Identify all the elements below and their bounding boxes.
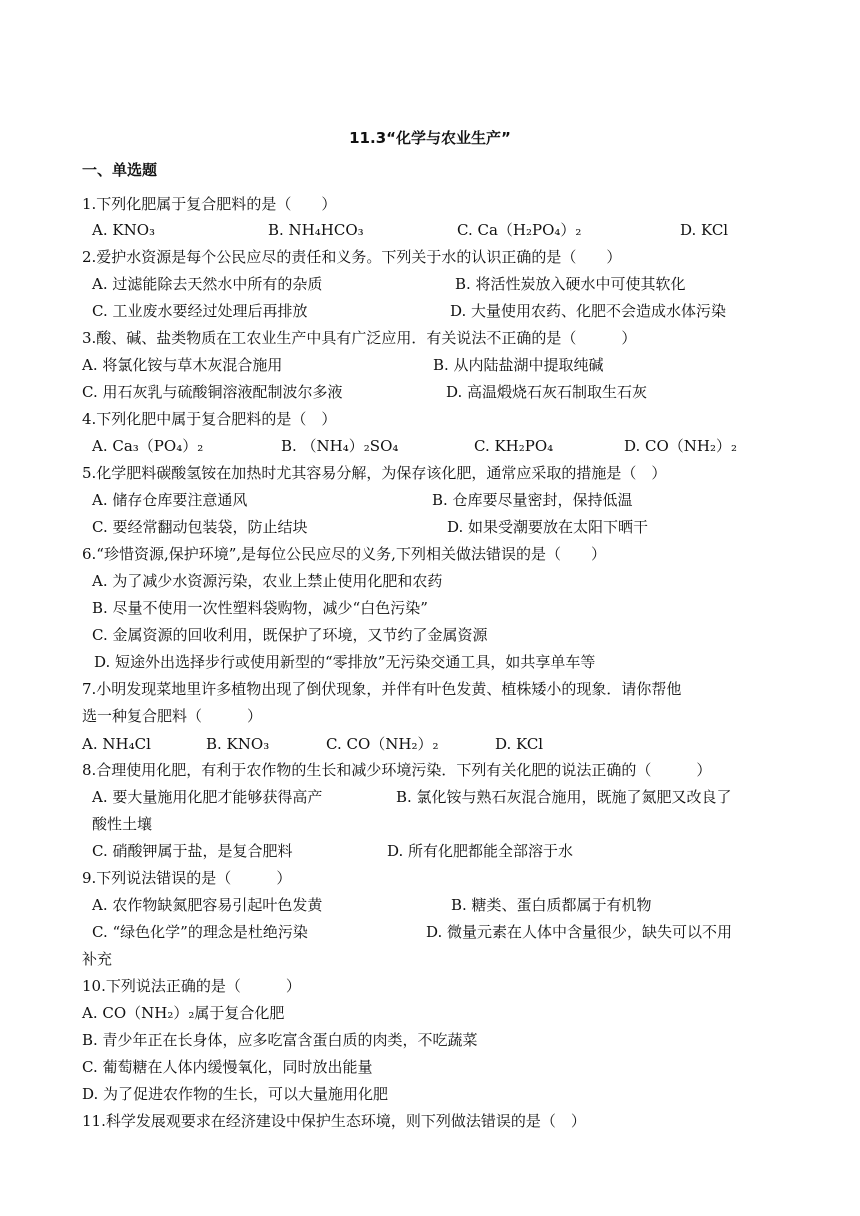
question-10-option-a: A. CO（NH₂）₂属于复合化肥 bbox=[82, 1004, 285, 1022]
page-title: 11.3“化学与农业生产” bbox=[349, 129, 511, 147]
question-3-option-d: D. 高温煅烧石灰石制取生石灰 bbox=[446, 383, 648, 401]
question-1-option-c: C. Ca（H₂PO₄）₂ bbox=[457, 221, 582, 239]
question-6-option-c: C. 金属资源的回收利用，既保护了环境，又节约了金属资源 bbox=[92, 626, 488, 644]
question-9-option-d-line-2: 补充 bbox=[82, 950, 113, 968]
question-6-option-a: A. 为了减少水资源污染，农业上禁止使用化肥和农药 bbox=[92, 572, 443, 590]
question-1-option-d: D. KCl bbox=[680, 221, 729, 239]
question-3-option-b: B. 从内陆盐湖中提取纯碱 bbox=[433, 356, 604, 374]
question-10-stem: 10.下列说法正确的是（ ） bbox=[82, 977, 301, 995]
question-1-stem: 1.下列化肥属于复合肥料的是（ ） bbox=[82, 195, 337, 213]
question-10-option-d: D. 为了促进农作物的生长，可以大量施用化肥 bbox=[82, 1085, 389, 1103]
question-4-option-b: B. （NH₄）₂SO₄ bbox=[281, 437, 399, 455]
question-4-option-d: D. CO（NH₂）₂ bbox=[624, 437, 738, 455]
question-3-option-c: C. 用石灰乳与硫酸铜溶液配制波尔多液 bbox=[82, 383, 343, 401]
question-5-option-c: C. 要经常翻动包装袋，防止结块 bbox=[92, 518, 308, 536]
question-8-stem: 8.合理使用化肥，有利于农作物的生长和减少环境污染．下列有关化肥的说法正确的（ ） bbox=[82, 761, 712, 779]
question-9-stem: 9.下列说法错误的是（ ） bbox=[82, 869, 292, 887]
question-5-stem: 5.化学肥料碳酸氢铵在加热时尤其容易分解，为保存该化肥，通常应采取的措施是（ ） bbox=[82, 464, 667, 482]
question-7-option-a: A. NH₄Cl bbox=[82, 735, 151, 753]
question-6-option-d: D. 短途外出选择步行或使用新型的“零排放”无污染交通工具，如共享单车等 bbox=[94, 653, 596, 671]
question-6-stem: 6.“珍惜资源,保护环境”,是每位公民应尽的义务,下列相关做法错误的是（ ） bbox=[82, 545, 606, 563]
question-2-option-c: C. 工业废水要经过处理后再排放 bbox=[92, 302, 308, 320]
question-8-option-b-line-2: 酸性土壤 bbox=[92, 815, 153, 833]
question-7-stem-line-2: 选一种复合肥料（ ） bbox=[82, 707, 263, 725]
question-5-option-d: D. 如果受潮要放在太阳下晒干 bbox=[447, 518, 649, 536]
question-5-option-b: B. 仓库要尽量密封，保持低温 bbox=[432, 491, 633, 509]
question-9-option-c: C. “绿色化学”的理念是杜绝污染 bbox=[92, 923, 308, 941]
question-7-option-d: D. KCl bbox=[495, 735, 544, 753]
question-4-stem: 4.下列化肥中属于复合肥料的是（ ） bbox=[82, 410, 337, 428]
question-1-option-a: A. KNO₃ bbox=[92, 221, 156, 239]
question-2-option-d: D. 大量使用农药、化肥不会造成水体污染 bbox=[450, 302, 727, 320]
question-7-option-b: B. KNO₃ bbox=[206, 735, 270, 753]
question-8-option-c: C. 硝酸钾属于盐，是复合肥料 bbox=[92, 842, 293, 860]
question-3-option-a: A. 将氯化铵与草木灰混合施用 bbox=[82, 356, 283, 374]
question-4-option-c: C. KH₂PO₄ bbox=[474, 437, 554, 455]
question-5-option-a: A. 储存仓库要注意通风 bbox=[92, 491, 248, 509]
question-7-option-c: C. CO（NH₂）₂ bbox=[326, 735, 439, 753]
question-11-stem: 11.科学发展观要求在经济建设中保护生态环境，则下列做法错误的是（ ） bbox=[82, 1112, 586, 1130]
question-10-option-b: B. 青少年正在长身体，应多吃富含蛋白质的肉类，不吃蔬菜 bbox=[82, 1031, 478, 1049]
question-2-option-b: B. 将活性炭放入硬水中可使其软化 bbox=[455, 275, 686, 293]
question-1-option-b: B. NH₄HCO₃ bbox=[268, 221, 364, 239]
question-10-option-c: C. 葡萄糖在人体内缓慢氧化，同时放出能量 bbox=[82, 1058, 373, 1076]
question-8-option-d: D. 所有化肥都能全部溶于水 bbox=[387, 842, 574, 860]
question-9-option-b: B. 糖类、蛋白质都属于有机物 bbox=[451, 896, 652, 914]
question-9-option-d-line-1: D. 微量元素在人体中含量很少，缺失可以不用 bbox=[426, 923, 733, 941]
question-2-option-a: A. 过滤能除去天然水中所有的杂质 bbox=[92, 275, 323, 293]
question-4-option-a: A. Ca₃（PO₄）₂ bbox=[92, 437, 204, 455]
question-3-stem: 3.酸、碱、盐类物质在工农业生产中具有广泛应用．有关说法不正确的是（ ） bbox=[82, 329, 637, 347]
question-9-option-a: A. 农作物缺氮肥容易引起叶色发黄 bbox=[92, 896, 323, 914]
question-6-option-b: B. 尽量不使用一次性塑料袋购物，减少“白色污染” bbox=[92, 599, 428, 617]
question-8-option-a: A. 要大量施用化肥才能够获得高产 bbox=[92, 788, 323, 806]
question-2-stem: 2.爱护水资源是每个公民应尽的责任和义务。下列关于水的认识正确的是（ ） bbox=[82, 248, 622, 266]
question-8-option-b-line-1: B. 氯化铵与熟石灰混合施用，既施了氮肥又改良了 bbox=[396, 788, 732, 806]
question-7-stem-line-1: 7.小明发现菜地里许多植物出现了倒伏现象，并伴有叶色发黄、植株矮小的现象．请你帮他 bbox=[82, 680, 682, 698]
section-heading: 一、单选题 bbox=[82, 161, 158, 179]
